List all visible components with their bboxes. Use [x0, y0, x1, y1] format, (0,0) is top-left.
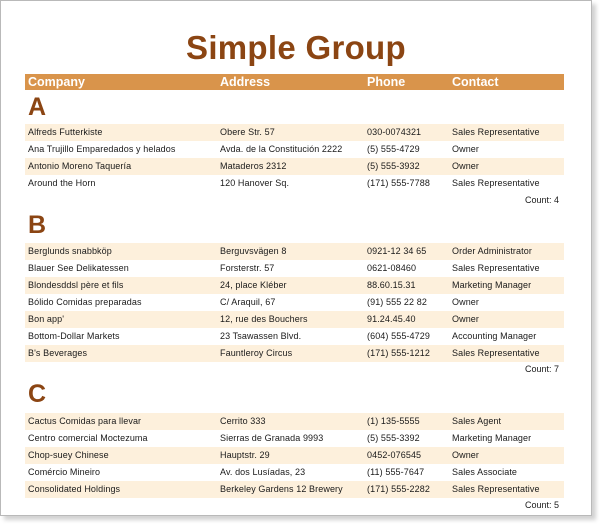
cell-address: 23 Tsawassen Blvd.: [220, 331, 302, 341]
cell-company: Bon app': [28, 314, 65, 324]
cell-company: Centro comercial Moctezuma: [28, 433, 148, 443]
cell-address: Forsterstr. 57: [220, 263, 275, 273]
header-address: Address: [220, 75, 271, 89]
cell-phone: 030-0074321: [367, 127, 422, 137]
cell-phone: 88.60.15.31: [367, 280, 416, 290]
cell-company: Blondesddsl père et fils: [28, 280, 124, 290]
cell-company: Berglunds snabbköp: [28, 246, 112, 256]
cell-address: Cerrito 333: [220, 416, 266, 426]
group-count: Count: 7: [524, 364, 559, 374]
cell-company: Cactus Comidas para llevar: [28, 416, 142, 426]
cell-phone: (91) 555 22 82: [367, 297, 427, 307]
cell-contact: Accounting Manager: [452, 331, 537, 341]
group-count: Count: 5: [524, 500, 559, 510]
cell-contact: Marketing Manager: [452, 280, 532, 290]
cell-phone: 0621-08460: [367, 263, 417, 273]
cell-address: Av. dos Lusíadas, 23: [220, 467, 306, 477]
cell-company: Chop-suey Chinese: [28, 450, 109, 460]
cell-contact: Sales Representative: [452, 484, 540, 494]
table-row: [25, 277, 564, 294]
cell-address: Berguvsvägen 8: [220, 246, 287, 256]
table-row: [25, 413, 564, 430]
cell-contact: Sales Representative: [452, 348, 540, 358]
column-header: [25, 74, 564, 90]
cell-company: Comércio Mineiro: [28, 467, 101, 477]
cell-address: C/ Araquil, 67: [220, 297, 276, 307]
cell-phone: (5) 555-3392: [367, 433, 420, 443]
cell-phone: 91.24.45.40: [367, 314, 416, 324]
cell-phone: 0452-076545: [367, 450, 422, 460]
cell-company: Consolidated Holdings: [28, 484, 121, 494]
cell-address: Obere Str. 57: [220, 127, 275, 137]
cell-address: Hauptstr. 29: [220, 450, 270, 460]
group-letter-b: B: [28, 211, 47, 239]
table-row: [25, 175, 564, 192]
cell-phone: (1) 135-5555: [367, 416, 420, 426]
table-row: [25, 311, 564, 328]
cell-contact: Owner: [452, 161, 480, 171]
group-letter-c: C: [28, 380, 47, 408]
cell-phone: (604) 555-4729: [367, 331, 430, 341]
header-contact: Contact: [452, 75, 499, 89]
cell-contact: Marketing Manager: [452, 433, 532, 443]
cell-company: Around the Horn: [28, 178, 96, 188]
cell-phone: (5) 555-4729: [367, 144, 420, 154]
cell-phone: (11) 555-7647: [367, 467, 425, 477]
cell-contact: Sales Agent: [452, 416, 502, 426]
table-row: [25, 481, 564, 498]
table-row: [25, 328, 564, 345]
cell-phone: (171) 555-7788: [367, 178, 430, 188]
report-title: Simple Group: [186, 29, 406, 66]
cell-phone: (171) 555-1212: [367, 348, 430, 358]
cell-address: Fauntleroy Circus: [220, 348, 293, 358]
table-row: [25, 294, 564, 311]
cell-contact: Owner: [452, 297, 480, 307]
table-row: [25, 124, 564, 141]
cell-contact: Sales Representative: [452, 127, 540, 137]
table-row: [25, 243, 564, 260]
cell-company: B's Beverages: [28, 348, 88, 358]
cell-contact: Owner: [452, 450, 480, 460]
cell-company: Bottom-Dollar Markets: [28, 331, 120, 341]
table-row: [25, 464, 564, 481]
table-row: [25, 430, 564, 447]
cell-company: Antonio Moreno Taquería: [28, 161, 132, 171]
cell-phone: 0921-12 34 65: [367, 246, 427, 256]
cell-phone: (5) 555-3932: [367, 161, 420, 171]
header-company: Company: [28, 75, 85, 89]
cell-address: Mataderos 2312: [220, 161, 287, 171]
table-row: [25, 158, 564, 175]
cell-address: 120 Hanover Sq.: [220, 178, 290, 188]
cell-address: 12, rue des Bouchers: [220, 314, 308, 324]
cell-contact: Owner: [452, 314, 480, 324]
cell-contact: Sales Associate: [452, 467, 518, 477]
cell-company: Alfreds Futterkiste: [28, 127, 103, 137]
cell-company: Ana Trujillo Emparedados y helados: [28, 144, 176, 154]
table-row: [25, 260, 564, 277]
cell-company: Bólido Comidas preparadas: [28, 297, 142, 307]
cell-address: Avda. de la Constitución 2222: [220, 144, 343, 154]
cell-address: 24, place Kléber: [220, 280, 287, 290]
header-phone: Phone: [367, 75, 406, 89]
table-row: [25, 141, 564, 158]
cell-company: Blauer See Delikatessen: [28, 263, 129, 273]
cell-address: Sierras de Granada 9993: [220, 433, 324, 443]
table-row: [25, 447, 564, 464]
cell-contact: Owner: [452, 144, 480, 154]
cell-contact: Sales Representative: [452, 263, 540, 273]
cell-contact: Order Administrator: [452, 246, 532, 256]
table-row: [25, 345, 564, 362]
group-count: Count: 4: [524, 195, 559, 205]
group-letter-a: A: [28, 93, 47, 121]
cell-phone: (171) 555-2282: [367, 484, 430, 494]
cell-address: Berkeley Gardens 12 Brewery: [220, 484, 343, 494]
cell-contact: Sales Representative: [452, 178, 540, 188]
